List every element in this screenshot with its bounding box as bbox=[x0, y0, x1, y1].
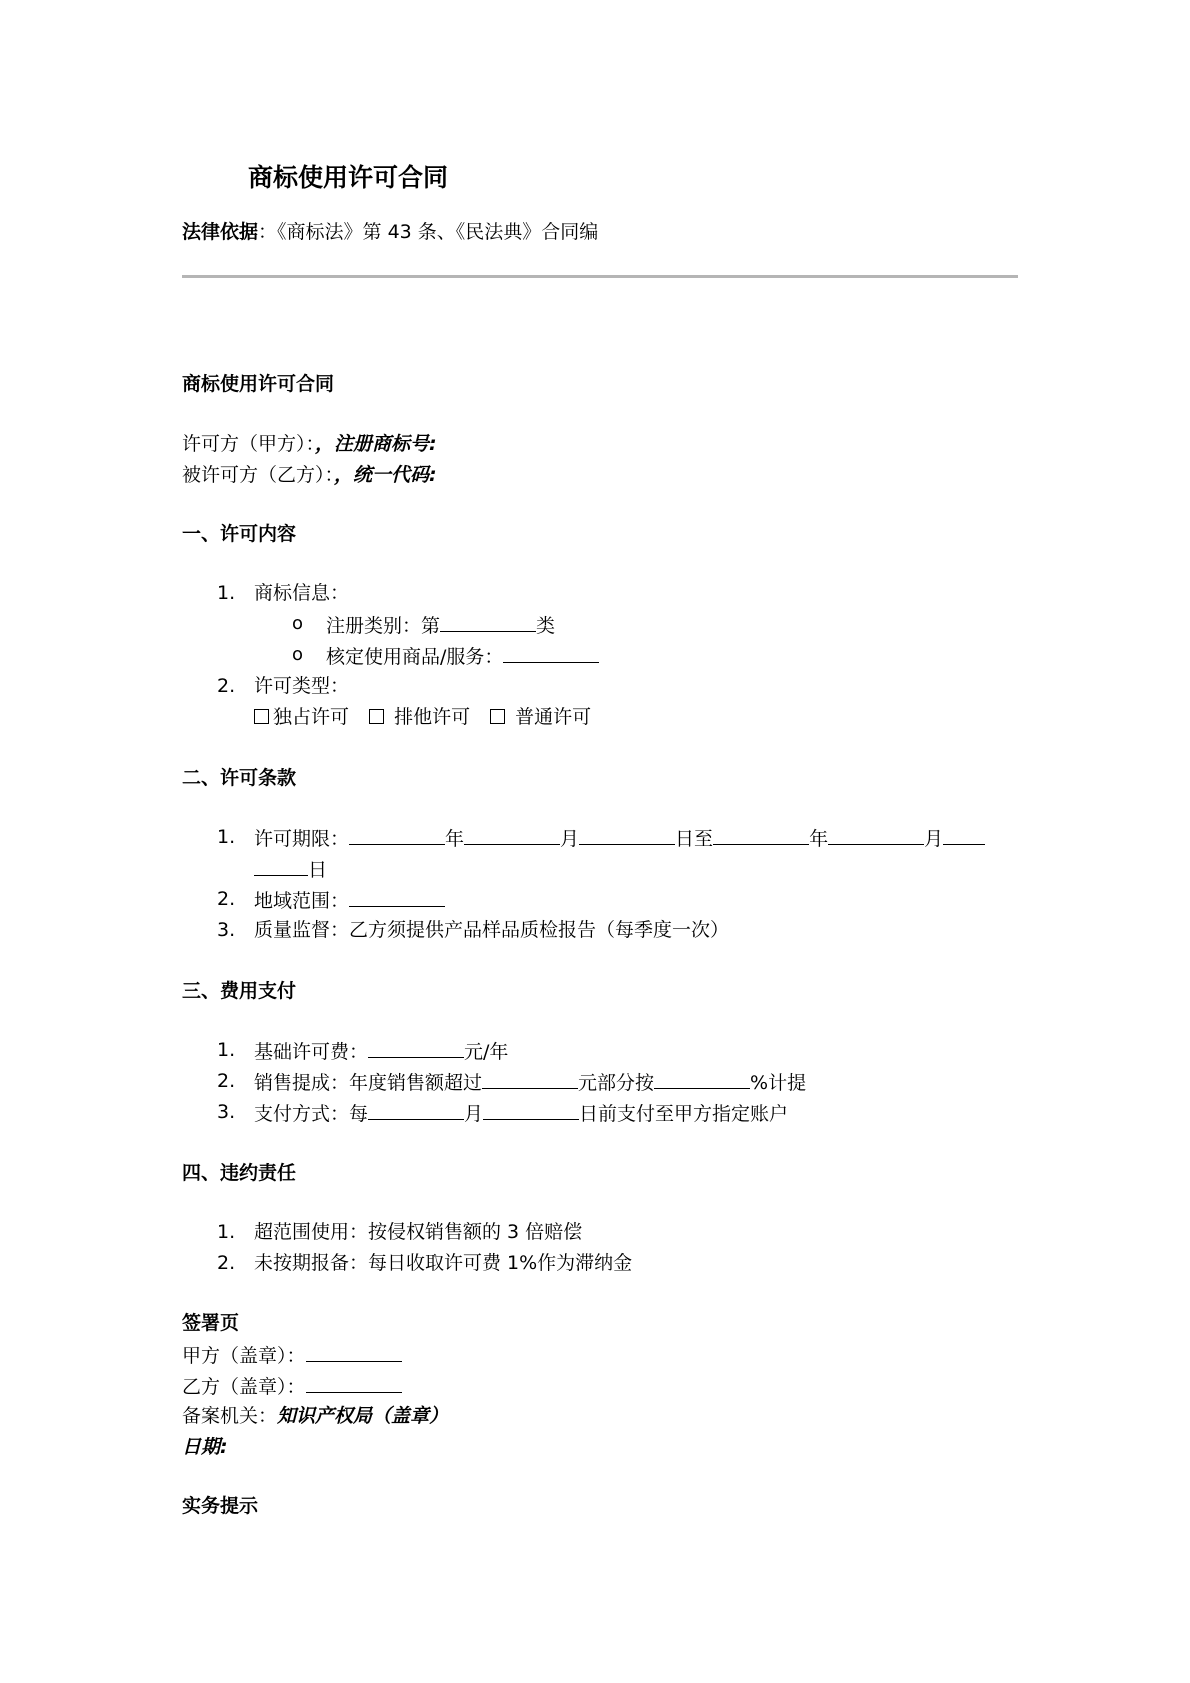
bullet-icon: o bbox=[292, 644, 304, 665]
party-a-seal-blank[interactable] bbox=[306, 1342, 402, 1362]
license-type-options bbox=[254, 705, 591, 729]
section-1-heading: 一、许可内容 bbox=[182, 523, 297, 545]
date-label: 日期: bbox=[182, 1436, 228, 1458]
signature-heading: 签署页 bbox=[182, 1312, 240, 1334]
checkbox-icon[interactable] bbox=[254, 709, 269, 724]
payment-month-blank[interactable] bbox=[368, 1100, 464, 1120]
option-sole: 排他许可 bbox=[394, 706, 471, 728]
list-number: 2. bbox=[217, 675, 236, 697]
party-b-seal-label: 乙方（盖章）： bbox=[182, 1376, 306, 1398]
option-general: 普通许可 bbox=[515, 706, 592, 728]
day-to-text: 日至 bbox=[675, 828, 714, 850]
list-number: 1. bbox=[217, 826, 236, 848]
term-end-day-blank-part[interactable] bbox=[943, 825, 985, 845]
bullet-icon: o bbox=[292, 613, 304, 634]
list-number: 3. bbox=[217, 1101, 236, 1123]
license-type-label: 许可类型： bbox=[254, 675, 350, 697]
section-2-heading: 二、许可条款 bbox=[182, 767, 297, 789]
licensee-credit-code: ，统一代码: bbox=[334, 464, 437, 486]
list-number: 1. bbox=[217, 1039, 236, 1061]
approved-goods-line bbox=[326, 643, 599, 669]
base-fee-label: 基础许可费： bbox=[254, 1041, 369, 1063]
payment-suffix: 日前支付至甲方指定账户 bbox=[579, 1103, 789, 1125]
payment-day-blank[interactable] bbox=[483, 1100, 579, 1120]
base-fee-blank[interactable] bbox=[368, 1038, 464, 1058]
payment-method-line bbox=[254, 1100, 788, 1126]
licensee-line bbox=[182, 463, 437, 487]
term-end-day-blank[interactable] bbox=[254, 856, 308, 876]
legal-basis-text: 《商标法》第 43 条、《民法典》合同编 bbox=[277, 221, 599, 243]
list-number: 2. bbox=[217, 1070, 236, 1092]
licensor-trademark-no: ，注册商标号: bbox=[315, 433, 437, 455]
legal-basis-colon: ： bbox=[258, 221, 278, 243]
territory-line bbox=[254, 887, 445, 913]
licensor-label: 许可方（甲方）： bbox=[182, 433, 316, 455]
trademark-info-label: 商标信息： bbox=[254, 582, 350, 604]
registration-class-suffix: 类 bbox=[536, 615, 556, 637]
territory-blank[interactable] bbox=[349, 887, 445, 907]
license-term-line-cont bbox=[254, 856, 327, 882]
month-text: 月 bbox=[924, 828, 944, 850]
year-text: 年 bbox=[809, 828, 829, 850]
registration-class-label: 注册类别：第 bbox=[326, 615, 441, 637]
year-text: 年 bbox=[445, 828, 465, 850]
licensee-label: 被许可方（乙方）： bbox=[182, 464, 335, 486]
section-4-heading: 四、违约责任 bbox=[182, 1162, 297, 1184]
legal-basis-line bbox=[182, 220, 598, 244]
payment-method-label: 支付方式：每 bbox=[254, 1103, 369, 1125]
filing-authority-line bbox=[182, 1404, 448, 1428]
sales-threshold-blank[interactable] bbox=[482, 1069, 578, 1089]
list-number: 2. bbox=[217, 888, 236, 910]
day-text: 日 bbox=[308, 859, 328, 881]
filing-authority-value: 知识产权局（盖章） bbox=[277, 1405, 449, 1427]
list-number: 3. bbox=[217, 919, 236, 941]
term-start-day-blank[interactable] bbox=[579, 825, 675, 845]
contract-title: 商标使用许可合同 bbox=[182, 373, 335, 395]
base-fee-line bbox=[254, 1038, 508, 1064]
checkbox-icon[interactable] bbox=[369, 709, 384, 724]
registration-class-line bbox=[326, 612, 555, 638]
base-fee-unit: 元/年 bbox=[464, 1041, 509, 1063]
party-a-seal-line bbox=[182, 1342, 402, 1368]
list-number: 2. bbox=[217, 1252, 236, 1274]
party-b-seal-line bbox=[182, 1373, 402, 1399]
term-start-year-blank[interactable] bbox=[349, 825, 445, 845]
quality-supervision-text: 质量监督：乙方须提供产品样品质检报告（每季度一次） bbox=[254, 919, 730, 941]
term-end-year-blank[interactable] bbox=[713, 825, 809, 845]
licensor-line bbox=[182, 432, 437, 456]
section-3-heading: 三、费用支付 bbox=[182, 980, 297, 1002]
approved-goods-label: 核定使用商品/服务： bbox=[326, 646, 504, 668]
horizontal-divider bbox=[182, 275, 1018, 278]
checkbox-icon[interactable] bbox=[490, 709, 505, 724]
royalty-line bbox=[254, 1069, 806, 1095]
term-start-month-blank[interactable] bbox=[464, 825, 560, 845]
royalty-rate-blank[interactable] bbox=[654, 1069, 750, 1089]
term-end-month-blank[interactable] bbox=[828, 825, 924, 845]
list-number: 1. bbox=[217, 1221, 236, 1243]
party-a-seal-label: 甲方（盖章）： bbox=[182, 1345, 306, 1367]
practice-tips-heading: 实务提示 bbox=[182, 1495, 259, 1517]
license-term-label: 许可期限： bbox=[254, 828, 350, 850]
month-text: 月 bbox=[560, 828, 580, 850]
party-b-seal-blank[interactable] bbox=[306, 1373, 402, 1393]
month-text: 月 bbox=[464, 1103, 484, 1125]
royalty-label: 销售提成：年度销售额超过 bbox=[254, 1072, 483, 1094]
document-title: 商标使用许可合同 bbox=[248, 163, 449, 192]
late-report-penalty-text: 未按期报备：每日收取许可费 1%作为滞纳金 bbox=[254, 1252, 633, 1274]
list-number: 1. bbox=[217, 582, 236, 604]
territory-label: 地域范围： bbox=[254, 890, 350, 912]
option-exclusive: 独占许可 bbox=[273, 706, 350, 728]
overuse-penalty-text: 超范围使用：按侵权销售额的 3 倍赔偿 bbox=[254, 1221, 583, 1243]
legal-basis-label: 法律依据 bbox=[182, 221, 259, 243]
license-term-line bbox=[254, 825, 985, 851]
royalty-mid-text: 元部分按 bbox=[578, 1072, 655, 1094]
registration-class-blank[interactable] bbox=[440, 612, 536, 632]
filing-authority-label: 备案机关： bbox=[182, 1405, 278, 1427]
royalty-suffix: %计提 bbox=[750, 1072, 807, 1094]
approved-goods-blank[interactable] bbox=[503, 643, 599, 663]
